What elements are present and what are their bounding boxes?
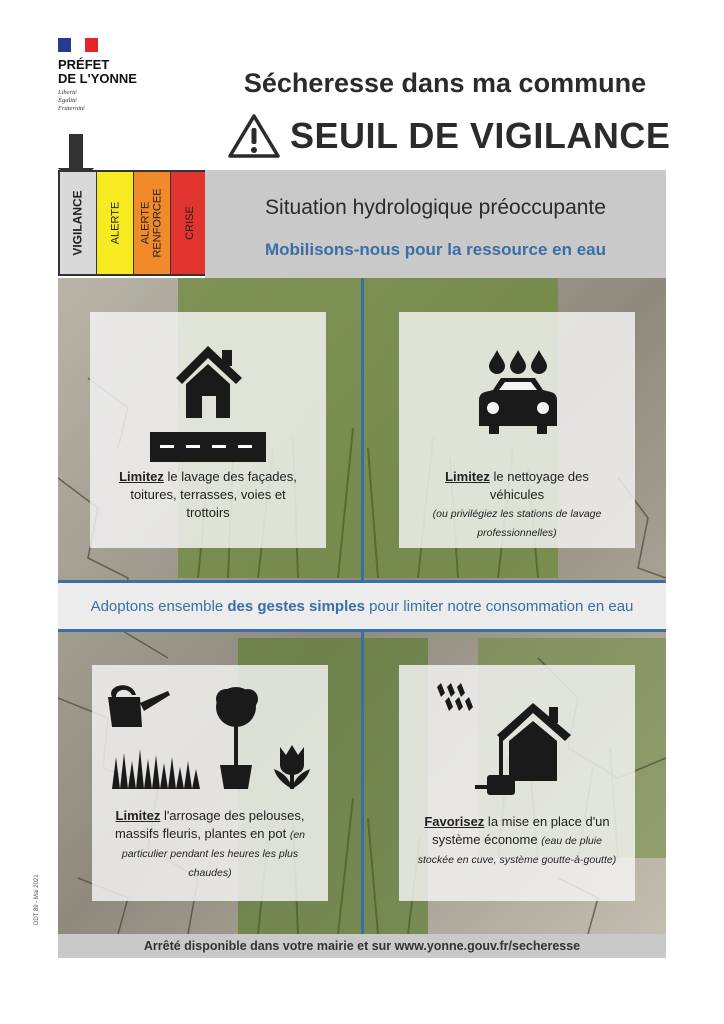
panel-facades bbox=[90, 312, 326, 548]
marianne-flag-icon bbox=[58, 38, 98, 52]
divider-vertical-bottom bbox=[361, 632, 364, 934]
panel-arrosage bbox=[92, 665, 328, 901]
drought-scale bbox=[58, 170, 210, 276]
logo-motto-3: Fraternité bbox=[58, 105, 85, 112]
scale-level-vigilance: VIGILANCE bbox=[60, 172, 97, 274]
panel-vehicules bbox=[399, 312, 635, 548]
panel-facades-text: Limitez le lavage des façades, toitures, terrasses, voies et trottoirs bbox=[119, 469, 297, 520]
scale-level-alerte: ALERTE bbox=[97, 172, 134, 274]
panel-systeme-econome bbox=[399, 665, 635, 901]
logo-name-line2: DE L'YONNE bbox=[58, 71, 137, 86]
warning-icon bbox=[226, 112, 282, 160]
panel-arrosage-text: Limitez l'arrosage des pelouses, massifs fleuris, plantes en pot (en particulier pendant les heures les plus chaudes) bbox=[114, 808, 306, 879]
footer-band bbox=[58, 934, 666, 958]
page-title: Sécheresse dans ma commune bbox=[243, 68, 647, 98]
panel-systeme-text: Favorisez la mise en place d'un système économe (eau de pluie stockée en cuve, système goutte-à-goutte) bbox=[417, 814, 617, 866]
panel-vehicules-text: Limitez le nettoyage des véhicules (ou privilégiez les stations de lavage professionnelles) bbox=[432, 469, 602, 539]
logo-name-line1: PRÉFET bbox=[58, 57, 110, 72]
divider-vertical-top bbox=[361, 278, 364, 580]
prefecture-logo bbox=[58, 38, 168, 113]
header-band bbox=[205, 170, 666, 278]
ddt-reference: DDT 89 - Mai 2021 bbox=[34, 874, 40, 925]
mobilisons-text: Mobilisons-nous pour la ressource en eau bbox=[264, 240, 606, 259]
rainwater-tank-icon bbox=[431, 679, 577, 801]
car-drops-icon bbox=[477, 346, 559, 450]
scale-level-crise: CRISE bbox=[171, 172, 208, 274]
gestures-banner bbox=[58, 580, 666, 632]
garden-watering-icon bbox=[102, 677, 320, 795]
vigilance-heading bbox=[226, 110, 670, 162]
vigilance-title: SEUIL DE VIGILANCE bbox=[290, 115, 671, 156]
situation-text: Situation hydrologique préoccupante bbox=[265, 196, 606, 219]
house-road-icon bbox=[146, 340, 270, 462]
logo-motto-1: Liberté bbox=[58, 89, 77, 96]
gestures-text: Adoptons ensemble des gestes simples pour limiter notre consommation en eau bbox=[90, 597, 634, 615]
logo-motto-2: Égalité bbox=[58, 97, 77, 104]
footer-text: Arrêté disponible dans votre mairie et sur www.yonne.gouv.fr/secheresse bbox=[143, 939, 581, 953]
scale-level-alerte-renforcee: ALERTE RENFORCEE bbox=[134, 172, 171, 274]
